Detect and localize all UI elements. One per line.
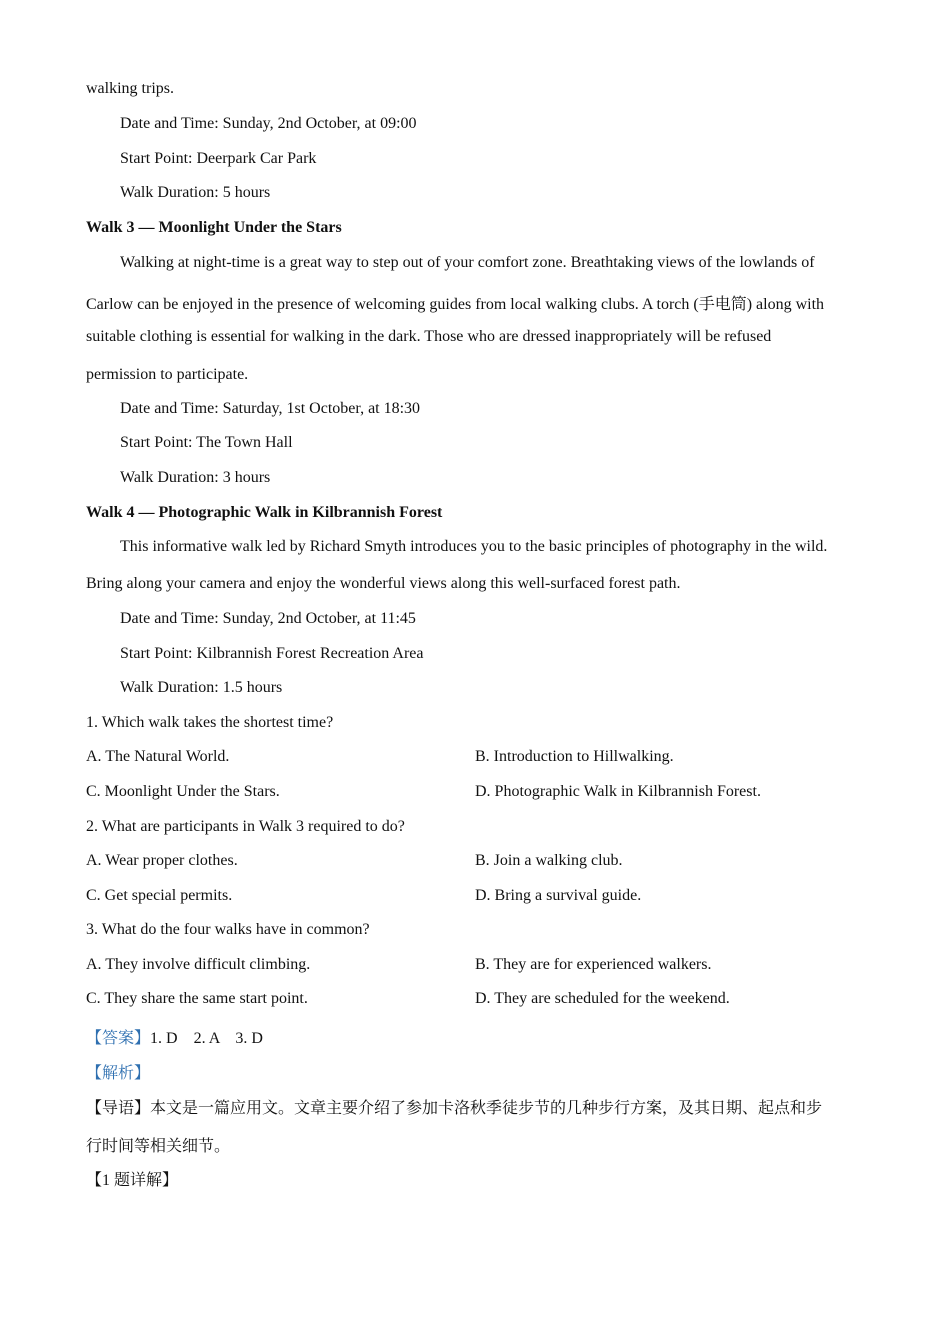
walk3-para-line: permission to participate. [86,366,249,383]
answer-line [86,1025,263,1048]
q1-option-c: C. Moonlight Under the Stars. [86,783,280,800]
answer-text: 1. D 2. A 3. D [150,1030,263,1047]
q1-option-a: A. The Natural World. [86,748,230,765]
walk2-duration: Walk Duration: 5 hours [120,184,271,201]
walk4-duration: Walk Duration: 1.5 hours [120,679,283,696]
walk4-heading: Walk 4 — Photographic Walk in Kilbrannish Forest [86,504,443,521]
q3-option-c: C. They share the same start point. [86,990,308,1007]
walk3-para-line: Walking at night-time is a great way to step out of your comfort zone. Breathtaking views of the lowlands of [120,254,815,271]
guide-line: 行时间等相关细节。 [86,1138,231,1155]
question-3: 3. What do the four walks have in common? [86,921,370,938]
analysis-label: 【解析】 [86,1065,151,1082]
guide-line: 【导语】本文是一篇应用文。文章主要介绍了参加卡洛秋季徒步节的几种步行方案，及其日期、起点和步 [86,1100,823,1117]
question-2: 2. What are participants in Walk 3 required to do? [86,818,405,835]
q1-option-b: B. Introduction to Hillwalking. [475,748,674,765]
walk4-start: Start Point: Kilbrannish Forest Recreation Area [120,645,424,662]
walk4-date: Date and Time: Sunday, 2nd October, at 11:45 [120,610,416,627]
q2-option-b: B. Join a walking club. [475,852,623,869]
walk4-para-line: Bring along your camera and enjoy the wonderful views along this well-surfaced forest path. [86,575,681,592]
q3-option-b: B. They are for experienced walkers. [475,956,712,973]
q2-option-a: A. Wear proper clothes. [86,852,238,869]
q2-option-d: D. Bring a survival guide. [475,887,642,904]
detail-label: 【1 题详解】 [86,1172,179,1189]
walk2-date: Date and Time: Sunday, 2nd October, at 09:00 [120,115,417,132]
walk3-duration: Walk Duration: 3 hours [120,469,271,486]
walk2-tail: walking trips. [86,80,174,97]
walk3-start: Start Point: The Town Hall [120,434,293,451]
q1-option-d: D. Photographic Walk in Kilbrannish Forest. [475,783,761,800]
walk3-para-line: suitable clothing is essential for walking in the dark. Those who are dressed inappropriately will be refused [86,328,772,345]
q2-option-c: C. Get special permits. [86,887,233,904]
walk3-heading: Walk 3 — Moonlight Under the Stars [86,219,342,236]
walk4-para-line: This informative walk led by Richard Smyth introduces you to the basic principles of photography in the wild. [120,538,828,555]
q3-option-d: D. They are scheduled for the weekend. [475,990,730,1007]
answer-label: 【答案】 [86,1030,151,1047]
question-1: 1. Which walk takes the shortest time? [86,714,334,731]
walk3-para-line: Carlow can be enjoyed in the presence of welcoming guides from local walking clubs. A torch (手电筒) along with [86,296,825,313]
q3-option-a: A. They involve difficult climbing. [86,956,311,973]
walk2-start: Start Point: Deerpark Car Park [120,150,317,167]
walk3-date: Date and Time: Saturday, 1st October, at 18:30 [120,400,421,417]
